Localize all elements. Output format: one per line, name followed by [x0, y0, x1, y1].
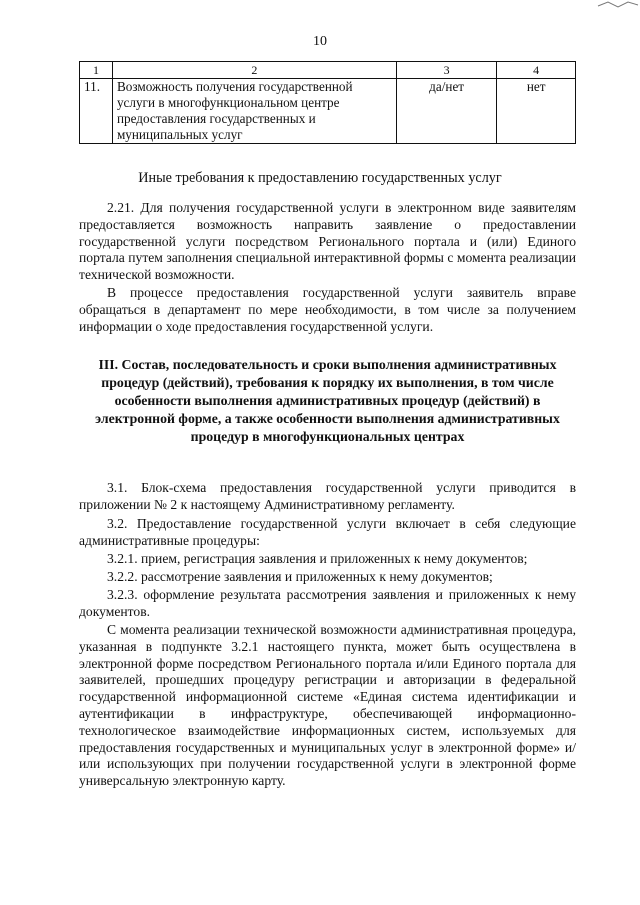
corner-mark — [596, 0, 640, 10]
paragraph-3-2-1: 3.2.1. прием, регистрация заявления и приложенных к нему документов; — [107, 551, 528, 566]
row-description — [112, 79, 396, 144]
paragraph-3-2: 3.2. Предоставление государственной услуги включает в себя следующие административные процедуры: — [79, 516, 576, 548]
row-number: 11. — [80, 79, 113, 144]
requirements-table — [79, 61, 576, 144]
page-number: 10 — [313, 34, 327, 49]
paragraph-3-2-2: 3.2.2. рассмотрение заявления и приложенных к нему документов; — [107, 569, 493, 584]
table-header-cell: 2 — [112, 62, 396, 79]
row-description-text: Возможность получения государственной услуги в многофункциональном центре предоставления государственных и муниципальных услуг — [116, 79, 353, 142]
paragraph-2-21: 2.21. Для получения государственной услуги в электронном виде заявителям предоставляется возможность направить заявление о предоставлении государственной услуги посредством Регионального портала и (или) Единого портала путем заполнения специальной интерактивной формы с момента реализации технической возможности. — [79, 200, 576, 283]
table-row — [80, 79, 576, 144]
table-header-cell: 3 — [396, 62, 496, 79]
paragraph-3-2-3: 3.2.3. оформление результата рассмотрения заявления и приложенных к нему документов. — [79, 587, 576, 619]
row-value-col3: да/нет — [396, 79, 496, 144]
paragraph-process: В процессе предоставления государственной услуги заявитель вправе обращаться в департамент по мере необходимости, в том числе за получением информации о ходе предоставления государственной услуги. — [79, 285, 576, 334]
paragraph-electronic: С момента реализации технической возможности административная процедура, указанная в подпункте 3.2.1 настоящего пункта, может быть осуществлена в электронной форме посредством Регионального портала и/или Единого портала для заявителей, прошедших процедуру регистрации и авторизации в федеральной государственной информационной системе «Единая система идентификации и аутентификации в инфраструктуре, обеспечивающей информационно-технологическое взаимодействие информационных систем, используемых для предоставления государственных и муниципальных услуг в электронной форме» и/или использующих при получении государственной услуги в электронной форме универсальную электронную карту. — [79, 622, 576, 789]
row-value-col4: нет — [497, 79, 576, 144]
paragraph-3-1: 3.1. Блок-схема предоставления государственной услуги приводится в приложении № 2 к настоящему Административному регламенту. — [79, 480, 576, 512]
table-header-cell: 1 — [80, 62, 113, 79]
table-header-cell: 4 — [497, 62, 576, 79]
table-header-row — [80, 62, 576, 79]
section-heading: III. Состав, последовательность и сроки выполнения административных процедур (действий), требования к порядку их выполнения, в том числе особенности выполнения административных процедур (действий) в электронной форме, а также особенности выполнения административных процедур в многофункциональных центрах — [95, 357, 560, 444]
section-subtitle: Иные требования к предоставлению государственных услуг — [138, 170, 502, 186]
